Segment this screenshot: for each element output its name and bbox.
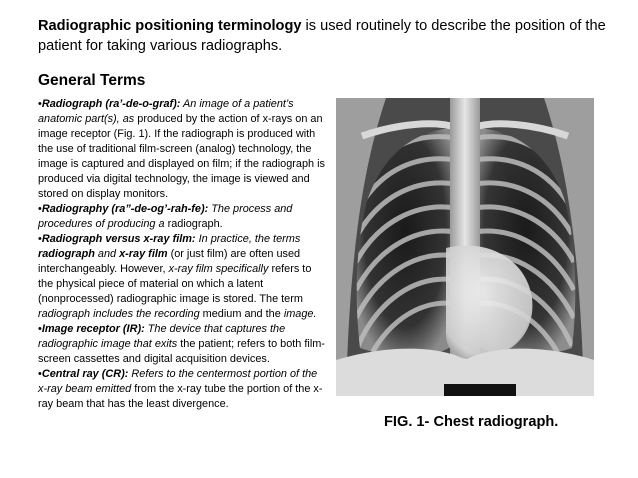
bullet: • <box>38 323 42 335</box>
term-radiograph: Radiograph (ra’-de-o-graf): <box>41 98 181 110</box>
definition-text: radiograph. <box>164 218 223 230</box>
definition-italic: The process and procedures of producing a <box>38 203 293 230</box>
bullet: • <box>38 203 42 215</box>
term-central-ray: Central ray (CR): <box>41 368 129 380</box>
definition-italic: Refers to the centermost portion of the x-ray beam emitted <box>38 368 318 395</box>
figure-caption: FIG. 1- Chest radiograph. <box>384 414 559 430</box>
definition-text: from the x-ray tube the portion of the x-ray beam that has the least divergence. <box>38 383 323 410</box>
term-image-receptor: Image receptor (IR): <box>41 323 145 335</box>
definition-radiography <box>38 202 328 232</box>
definition-text: refers to the physical piece of material on which a latent (nonprocessed) radiographic image is stored. The term <box>38 263 312 305</box>
definition-italic: and <box>94 248 120 260</box>
intro-term: Radiographic positioning terminology <box>38 18 302 34</box>
emphasis-x-ray-film: x-ray film <box>119 248 168 260</box>
intro-text: is used routinely to describe the position of the patient for taking various radiographs. <box>38 18 606 54</box>
chest-radiograph-image <box>336 98 594 396</box>
definition-italic: An image of a patient’s anatomic part(s), as <box>38 98 294 125</box>
section-heading: General Terms <box>38 72 146 89</box>
intro-paragraph <box>38 16 628 56</box>
definition-image-receptor <box>38 322 328 367</box>
term-radiograph-vs-film: Radiograph versus x-ray film: <box>41 233 196 245</box>
definition-radiograph-vs-film <box>38 232 328 322</box>
definition-radiograph <box>38 97 328 202</box>
definition-italic: x-ray film specifically <box>168 263 269 275</box>
definition-text: produced by the action of x-rays on an image receptor (Fig. 1). If the radiograph is produced with the use of traditional film-screen (analog) technology, the image is captured and displayed on film; if the radiograph is produced via digital technology, the image is viewed and stored on display monitors. <box>38 113 325 200</box>
definition-italic: In practice, the terms <box>195 233 301 245</box>
definition-text: the patient; refers to both film-screen cassettes and digital acquisition devices. <box>38 338 325 365</box>
term-radiography: Radiography (ra”-de-og’-rah-fe): <box>41 203 209 215</box>
definitions-list <box>38 97 328 412</box>
bullet: • <box>38 233 42 245</box>
definition-italic: radiograph includes the recording <box>38 308 200 320</box>
definition-text: medium and the <box>199 308 284 320</box>
definition-central-ray <box>38 367 328 412</box>
definition-italic: The device that captures the radiographic image that exits <box>38 323 286 350</box>
definition-text: (or just film) are often used interchangeably. However, <box>38 248 301 275</box>
bullet: • <box>38 368 42 380</box>
definition-italic: image. <box>283 308 317 320</box>
bullet: • <box>38 98 42 110</box>
emphasis-radiograph: radiograph <box>38 248 95 260</box>
